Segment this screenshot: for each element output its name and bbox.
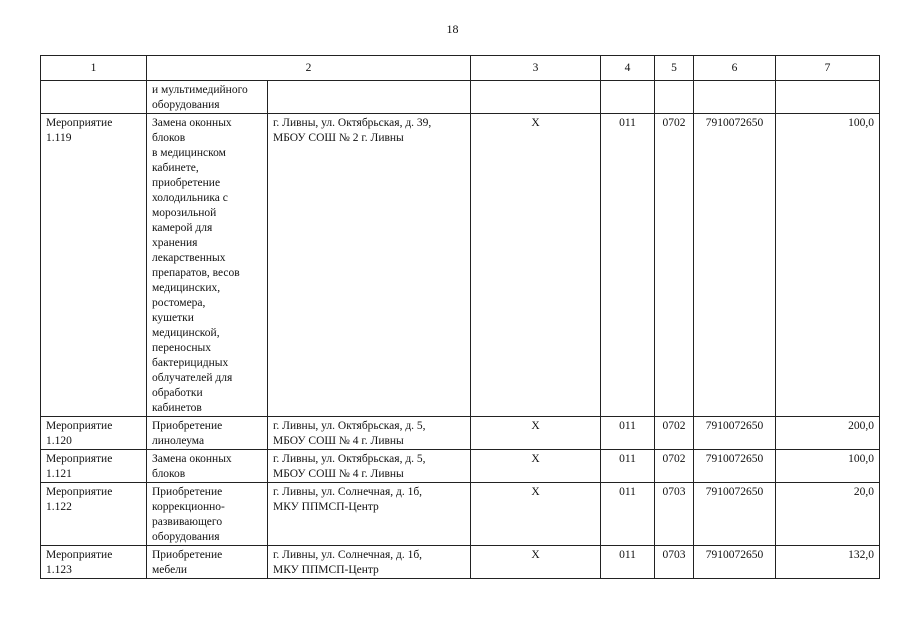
name-cell: Приобретение мебели <box>147 546 268 579</box>
table-row <box>41 114 880 417</box>
col6-cell: 7910072650 <box>694 114 776 417</box>
table-row <box>41 417 880 450</box>
col5-cell: 0702 <box>655 114 694 417</box>
col5-cell <box>655 81 694 114</box>
col5-cell: 0703 <box>655 483 694 546</box>
col7-cell: 132,0 <box>776 546 880 579</box>
address-cell: г. Ливны, ул. Октябрьская, д. 39, МБОУ СОШ № 2 г. Ливны <box>268 114 471 417</box>
address-cell: г. Ливны, ул. Октябрьская, д. 5, МБОУ СОШ № 4 г. Ливны <box>268 450 471 483</box>
col6-cell: 7910072650 <box>694 450 776 483</box>
continuation-row <box>41 81 880 114</box>
address-cell: г. Ливны, ул. Октябрьская, д. 5, МБОУ СОШ № 4 г. Ливны <box>268 417 471 450</box>
col6-cell: 7910072650 <box>694 483 776 546</box>
name-cell: Приобретение коррекционно- развивающего оборудования <box>147 483 268 546</box>
col7-cell: 100,0 <box>776 450 880 483</box>
event-cell: Мероприятие 1.123 <box>41 546 147 579</box>
col6-cell <box>694 81 776 114</box>
col7-cell: 20,0 <box>776 483 880 546</box>
col4-cell: 011 <box>601 417 655 450</box>
table-row <box>41 546 880 579</box>
event-cell: Мероприятие 1.120 <box>41 417 147 450</box>
header-cell-5: 5 <box>655 56 694 81</box>
col5-cell: 0703 <box>655 546 694 579</box>
col7-cell: 100,0 <box>776 114 880 417</box>
header-cell-2: 2 <box>147 56 471 81</box>
col3-cell: X <box>471 114 601 417</box>
page-number: 18 <box>446 22 459 36</box>
col6-cell: 7910072650 <box>694 546 776 579</box>
budget-table <box>40 55 880 579</box>
col6-cell: 7910072650 <box>694 417 776 450</box>
col4-cell: 011 <box>601 483 655 546</box>
table-row <box>41 450 880 483</box>
name-cell: Приобретение линолеума <box>147 417 268 450</box>
event-cell: Мероприятие 1.122 <box>41 483 147 546</box>
col4-cell: 011 <box>601 450 655 483</box>
col3-cell: X <box>471 450 601 483</box>
address-cell <box>268 81 471 114</box>
table-body <box>41 114 880 579</box>
col5-cell: 0702 <box>655 450 694 483</box>
col3-cell: X <box>471 417 601 450</box>
col7-cell <box>776 81 880 114</box>
col4-cell: 011 <box>601 546 655 579</box>
name-cell: Замена оконных блоков в медицинском кабинете, приобретение холодильника с морозильной камерой для хранения лекарственных препаратов, весов медицинских, ростомера, кушетки медицинской, переносных бактерицидных облучателей для обработки кабинетов <box>147 114 268 417</box>
address-cell: г. Ливны, ул. Солнечная, д. 1б, МКУ ППМСП-Центр <box>268 483 471 546</box>
address-cell: г. Ливны, ул. Солнечная, д. 1б, МКУ ППМСП-Центр <box>268 546 471 579</box>
header-cell-1: 1 <box>41 56 147 81</box>
header-cell-4: 4 <box>601 56 655 81</box>
event-cell <box>41 81 147 114</box>
header-cell-6: 6 <box>694 56 776 81</box>
table-row <box>41 483 880 546</box>
col4-cell: 011 <box>601 114 655 417</box>
name-cell: Замена оконных блоков <box>147 450 268 483</box>
event-cell: Мероприятие 1.121 <box>41 450 147 483</box>
col3-cell: X <box>471 546 601 579</box>
col3-cell: X <box>471 483 601 546</box>
col7-cell: 200,0 <box>776 417 880 450</box>
header-row <box>41 56 880 81</box>
col3-cell <box>471 81 601 114</box>
name-cell: и мультимедийного оборудования <box>147 81 268 114</box>
header-cell-3: 3 <box>471 56 601 81</box>
event-cell: Мероприятие 1.119 <box>41 114 147 417</box>
col4-cell <box>601 81 655 114</box>
header-cell-7: 7 <box>776 56 880 81</box>
col5-cell: 0702 <box>655 417 694 450</box>
